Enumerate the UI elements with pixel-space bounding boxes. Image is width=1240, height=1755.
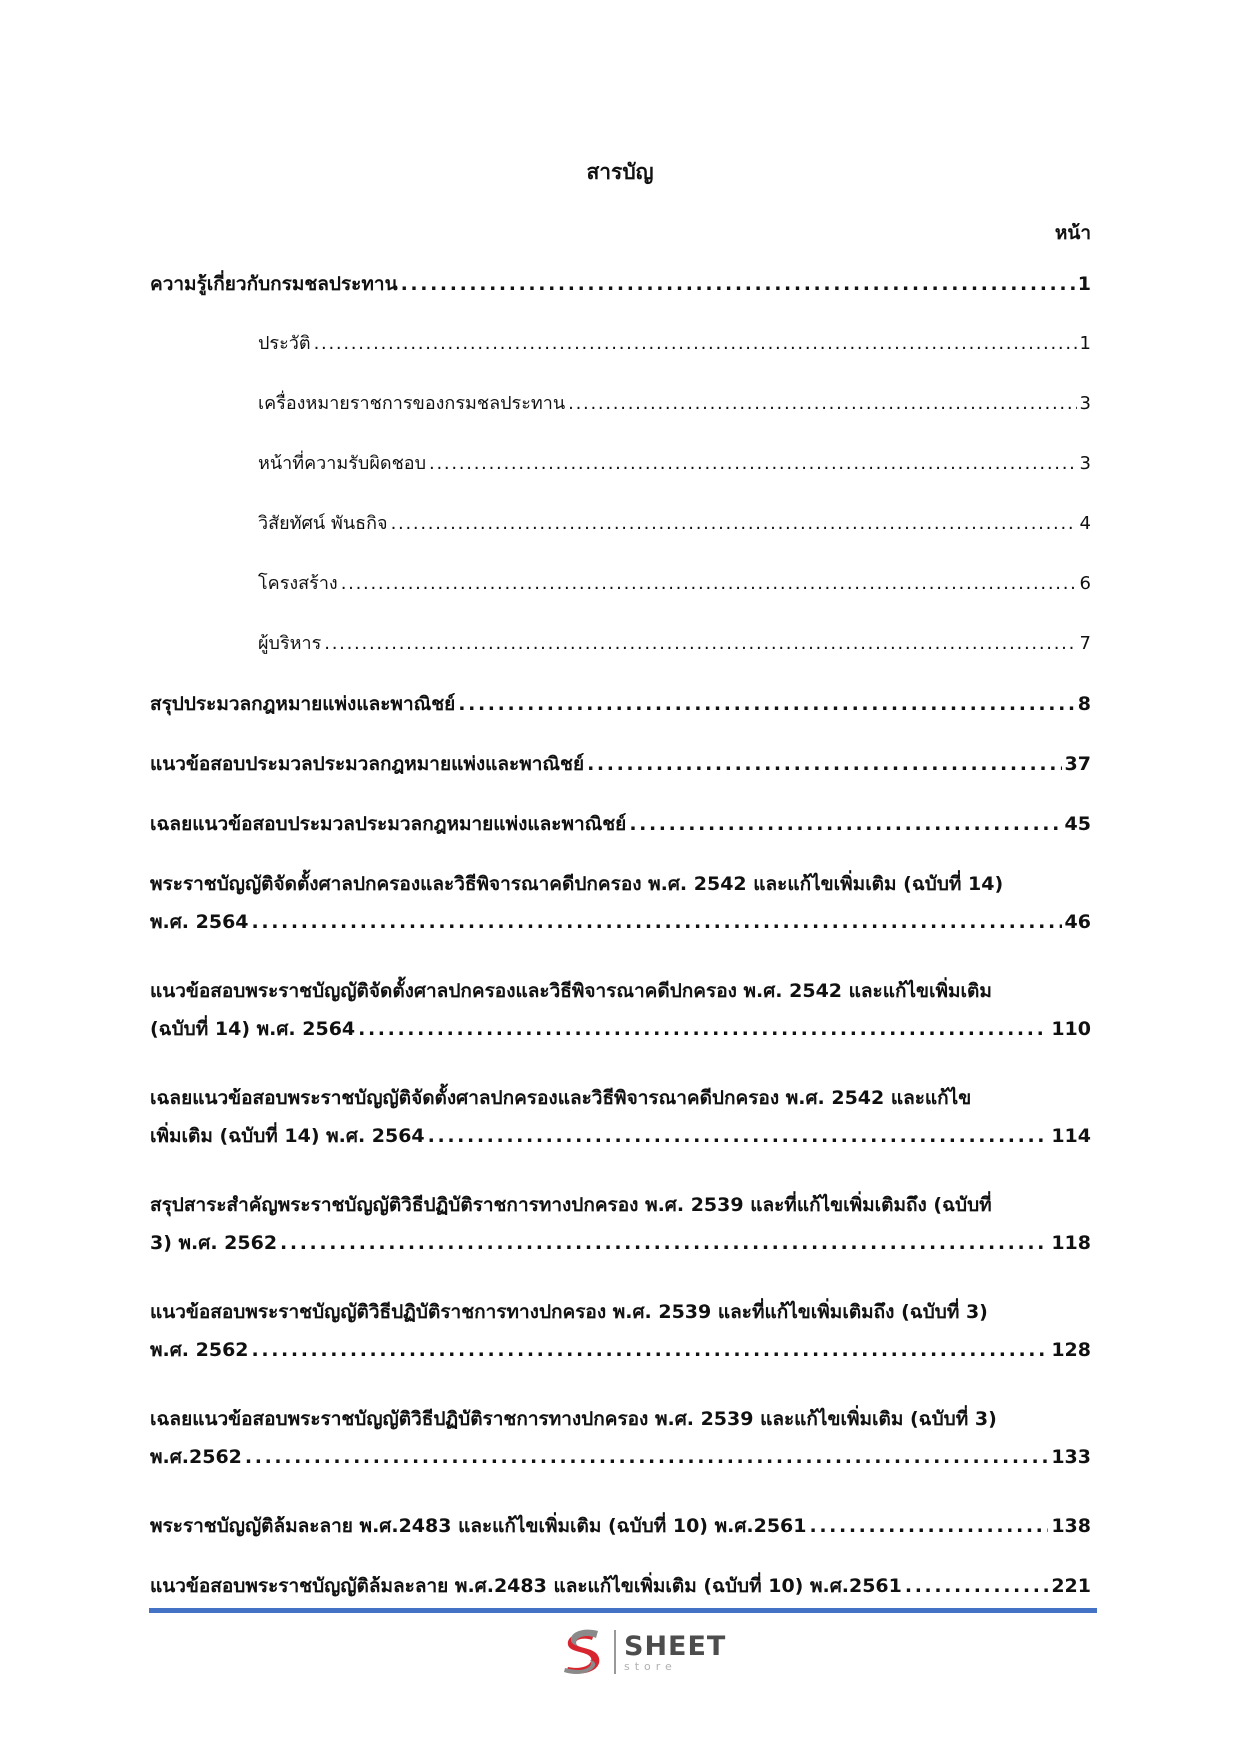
toc-entry[interactable] — [150, 1570, 1091, 1602]
toc-entry-title: ความรู้เกี่ยวกับกรมชลประทาน — [150, 273, 398, 295]
toc-page-number: 114 — [1051, 1125, 1091, 1147]
toc-entry[interactable] — [150, 1189, 1091, 1221]
toc-entry-title: แนวข้อสอบพระราชบัญญัติจัดตั้งศาลปกครองและวิธีพิจารณาคดีปกครอง พ.ศ. 2542 และแก้ไขเพิ่มเติม — [150, 980, 992, 1002]
page-column-label: หน้า — [1054, 222, 1091, 244]
toc-leader-dots — [905, 1570, 1048, 1602]
toc-leader-dots — [810, 1510, 1049, 1542]
logo-wordmark — [624, 1630, 727, 1673]
toc-leader-dots — [428, 1120, 1049, 1152]
toc-entry[interactable] — [150, 868, 1091, 900]
toc-leader-dots — [401, 268, 1075, 300]
toc-leader-dots — [458, 688, 1074, 720]
toc-entry[interactable] — [150, 1082, 1091, 1114]
toc-entry-title: สรุปสาระสำคัญพระราชบัญญัติวิธีปฏิบัติราชการทางปกครอง พ.ศ. 2539 และที่แก้ไขเพิ่มเติมถึง (ฉบับที่ — [150, 1194, 992, 1216]
toc-entry[interactable] — [150, 748, 1091, 780]
toc-entry-title: พ.ศ. 2562 — [150, 1339, 249, 1361]
toc-entry[interactable] — [150, 1120, 1091, 1152]
toc-page-number: 1 — [1079, 333, 1091, 354]
toc-page-number: 110 — [1051, 1018, 1091, 1040]
toc-entry[interactable] — [150, 1334, 1091, 1366]
toc-leader-dots — [587, 748, 1061, 780]
toc-page-number: 37 — [1064, 753, 1091, 775]
toc-page-number: 3 — [1079, 453, 1091, 474]
toc-entry-title: แนวข้อสอบพระราชบัญญัติวิธีปฏิบัติราชการทางปกครอง พ.ศ. 2539 และที่แก้ไขเพิ่มเติมถึง (ฉบับที่ 3) — [150, 1301, 988, 1323]
toc-page-number: 4 — [1079, 513, 1091, 534]
toc-entry-title: 3) พ.ศ. 2562 — [150, 1232, 278, 1254]
toc-leader-dots — [391, 508, 1077, 540]
toc-entry[interactable] — [150, 1013, 1091, 1045]
toc-page-number: 45 — [1064, 813, 1091, 835]
toc-subentry[interactable] — [258, 448, 1091, 480]
toc-entry-title: พระราชบัญญัติจัดตั้งศาลปกครองและวิธีพิจารณาคดีปกครอง พ.ศ. 2542 และแก้ไขเพิ่มเติม (ฉบับที่ 14) — [150, 873, 1004, 895]
toc-entry[interactable] — [150, 1403, 1091, 1435]
toc-entry-title: แนวข้อสอบประมวลประมวลกฎหมายแพ่งและพาณิชย์ — [150, 753, 585, 775]
toc-page-number: 8 — [1077, 693, 1091, 715]
toc-entry[interactable] — [150, 808, 1091, 840]
toc-subentry[interactable] — [258, 388, 1091, 420]
toc-entry-title: เฉลยแนวข้อสอบประมวลประมวลกฎหมายแพ่งและพาณิชย์ — [150, 813, 627, 835]
toc-entry-title: ผู้บริหาร — [258, 633, 322, 654]
toc-entry[interactable] — [150, 1296, 1091, 1328]
toc-page-number: 138 — [1051, 1515, 1091, 1537]
toc-subentry[interactable] — [258, 568, 1091, 600]
toc-entry-title: วิสัยทัศน์ พันธกิจ — [258, 513, 388, 534]
toc-page-number: 46 — [1064, 911, 1091, 933]
toc-subentry[interactable] — [258, 328, 1091, 360]
logo-divider — [614, 1630, 616, 1674]
toc-entry-title: เฉลยแนวข้อสอบพระราชบัญญัติจัดตั้งศาลปกครองและวิธีพิจารณาคดีปกครอง พ.ศ. 2542 และแก้ไข — [150, 1087, 972, 1109]
toc-page-number: 6 — [1079, 573, 1091, 594]
toc-entry-title: เฉลยแนวข้อสอบพระราชบัญญัติวิธีปฏิบัติราชการทางปกครอง พ.ศ. 2539 และแก้ไขเพิ่มเติม (ฉบับที่ 3) — [150, 1408, 997, 1430]
footer-rule — [149, 1608, 1097, 1613]
toc-page-number: 221 — [1051, 1575, 1091, 1597]
toc-subentry[interactable] — [258, 628, 1091, 660]
toc-entry[interactable] — [150, 688, 1091, 720]
toc-leader-dots — [629, 808, 1061, 840]
toc-entry-title: (ฉบับที่ 14) พ.ศ. 2564 — [150, 1018, 356, 1040]
toc-entry-title: เครื่องหมายราชการของกรมชลประทาน — [258, 393, 566, 414]
sheet-store-logo — [558, 1628, 726, 1676]
toc-entry-title: แนวข้อสอบพระราชบัญญัติล้มละลาย พ.ศ.2483 และแก้ไขเพิ่มเติม (ฉบับที่ 10) พ.ศ.2561 — [150, 1575, 902, 1597]
toc-entry[interactable] — [150, 1227, 1091, 1259]
toc-leader-dots — [245, 1441, 1048, 1473]
page-title: สารบัญ — [586, 160, 654, 184]
toc-page-number: 3 — [1079, 393, 1091, 414]
toc-entry[interactable] — [150, 975, 1091, 1007]
toc-entry[interactable] — [150, 1510, 1091, 1542]
toc-page-number: 133 — [1051, 1446, 1091, 1468]
logo-sub-text: store — [624, 1659, 677, 1673]
toc-entry[interactable] — [150, 1441, 1091, 1473]
toc-entry-title: โครงสร้าง — [258, 573, 338, 594]
toc-entry-title: พระราชบัญญัติล้มละลาย พ.ศ.2483 และแก้ไขเพิ่มเติม (ฉบับที่ 10) พ.ศ.2561 — [150, 1515, 807, 1537]
toc-page-number: 1 — [1077, 273, 1091, 295]
logo-main-text: SHEET — [624, 1630, 727, 1662]
toc-page-number: 128 — [1051, 1339, 1091, 1361]
toc-leader-dots — [568, 388, 1076, 420]
toc-leader-dots — [252, 1334, 1049, 1366]
toc-entry-title: พ.ศ.2562 — [150, 1446, 242, 1468]
toc-leader-dots — [280, 1227, 1048, 1259]
toc-entry[interactable] — [150, 906, 1091, 938]
toc-leader-dots — [358, 1013, 1048, 1045]
toc-entry-title: ประวัติ — [258, 333, 311, 354]
toc-page-number: 7 — [1079, 633, 1091, 654]
sheet-store-s-icon — [558, 1628, 608, 1676]
toc-page-number: 118 — [1051, 1232, 1091, 1254]
toc-entry-title: สรุปประมวลกฎหมายแพ่งและพาณิชย์ — [150, 693, 456, 715]
toc-leader-dots — [341, 568, 1077, 600]
toc-leader-dots — [252, 906, 1062, 938]
toc-leader-dots — [324, 628, 1076, 660]
toc-subentry[interactable] — [258, 508, 1091, 540]
toc-leader-dots — [429, 448, 1077, 480]
toc-entry-title: หน้าที่ความรับผิดชอบ — [258, 453, 427, 474]
toc-entry-title: พ.ศ. 2564 — [150, 911, 249, 933]
toc-leader-dots — [314, 328, 1077, 360]
toc-entry-title: เพิ่มเติม (ฉบับที่ 14) พ.ศ. 2564 — [150, 1125, 425, 1147]
toc-entry[interactable] — [150, 268, 1091, 300]
